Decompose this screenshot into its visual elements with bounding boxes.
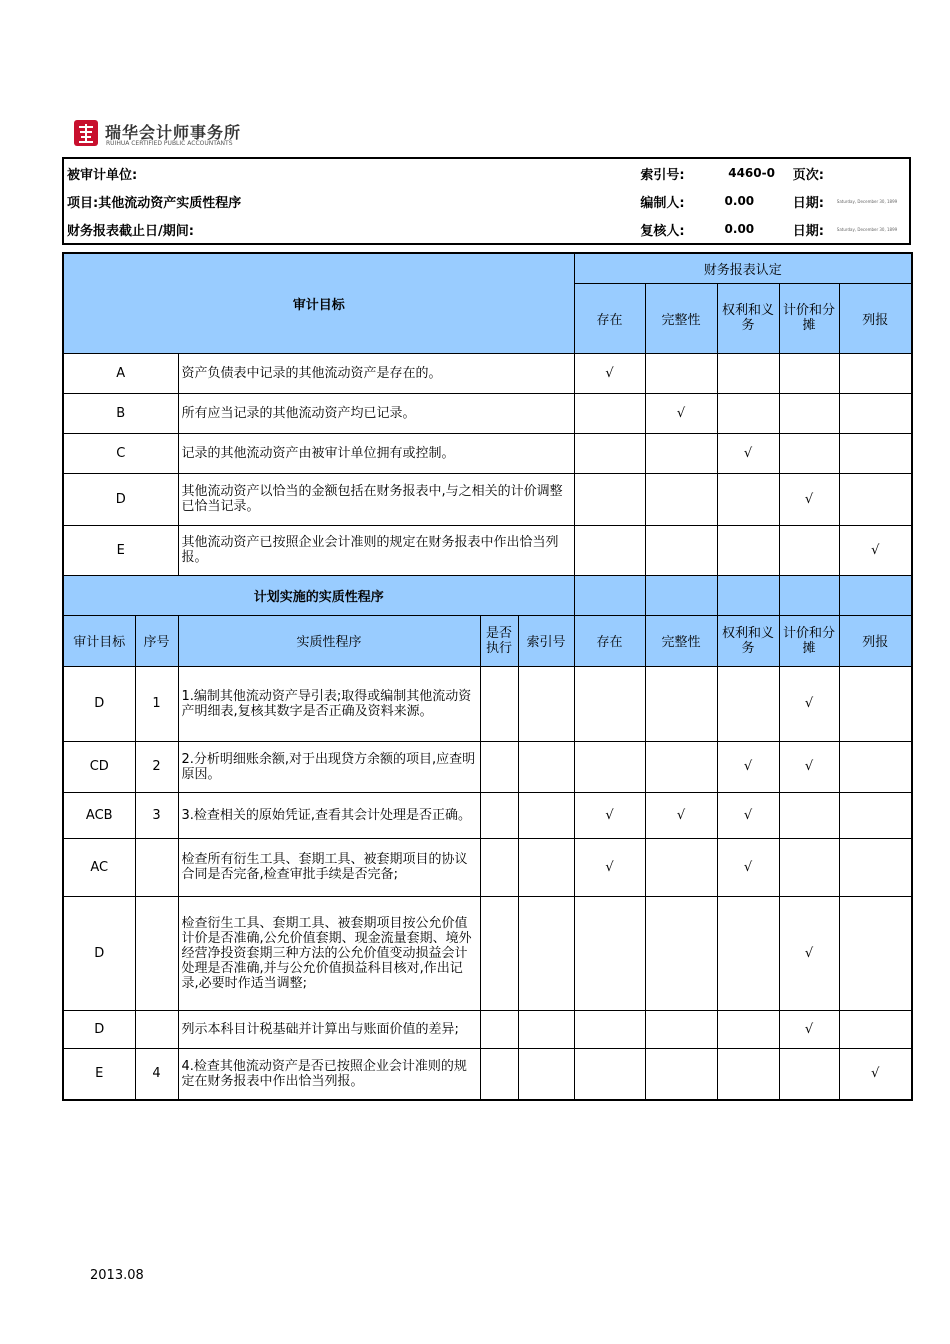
procedure-row <box>63 896 912 1010</box>
procedure-text: 检查衍生工具、套期工具、被套期项目按公允价值计价是否准确,公允价值套期、现金流量套期、境外经营净投资套期三种方法的公允价值变动损益会计处理是否准确,并与公允价值损益科目核对,作出记录,必要时作适当调整; <box>178 896 480 1010</box>
check-rights <box>717 525 779 575</box>
blank-header-cell <box>645 575 717 615</box>
procedures-header-row <box>63 615 912 666</box>
index-value: 4460-0 <box>728 166 775 180</box>
check-valuation <box>779 525 839 575</box>
check-rights <box>717 1010 779 1048</box>
check-completeness: √ <box>645 393 717 433</box>
col-executed: 是否执行 <box>480 615 518 666</box>
check-rights <box>717 666 779 741</box>
procedure-objective: AC <box>63 838 135 896</box>
check-rights <box>717 473 779 525</box>
procedure-executed[interactable] <box>480 792 518 838</box>
check-rights <box>717 896 779 1010</box>
check-valuation: √ <box>779 473 839 525</box>
check-completeness <box>645 433 717 473</box>
col-assertion-completeness: 完整性 <box>645 615 717 666</box>
assertion-completeness: 完整性 <box>645 283 717 353</box>
objective-text: 记录的其他流动资产由被审计单位拥有或控制。 <box>178 433 574 473</box>
check-existence <box>574 1048 645 1100</box>
check-existence <box>574 525 645 575</box>
check-presentation <box>839 393 912 433</box>
firm-name-cn: 瑞华会计师事务所 <box>105 123 242 142</box>
procedure-objective: D <box>63 1010 135 1048</box>
check-valuation: √ <box>779 896 839 1010</box>
check-existence: √ <box>574 792 645 838</box>
col-objective: 审计目标 <box>63 615 135 666</box>
col-seq: 序号 <box>135 615 178 666</box>
check-completeness <box>645 473 717 525</box>
col-procedure: 实质性程序 <box>178 615 480 666</box>
procedure-index[interactable] <box>518 1010 574 1048</box>
check-presentation: √ <box>839 1048 912 1100</box>
header-row-1 <box>63 158 910 187</box>
reviewer-label: 复核人: <box>640 223 685 239</box>
procedure-executed[interactable] <box>480 1010 518 1048</box>
objective-row <box>63 353 912 393</box>
check-rights: √ <box>717 792 779 838</box>
auditee-label: 被审计单位: <box>67 167 138 183</box>
page-label: 页次: <box>792 167 824 183</box>
check-presentation <box>839 473 912 525</box>
preparer-label: 编制人: <box>640 195 685 211</box>
check-rights: √ <box>717 838 779 896</box>
check-existence <box>574 433 645 473</box>
check-presentation <box>839 433 912 473</box>
check-presentation <box>839 741 912 792</box>
procedure-index[interactable] <box>518 1048 574 1100</box>
procedure-row <box>63 1010 912 1048</box>
objective-row <box>63 433 912 473</box>
procedure-objective: D <box>63 896 135 1010</box>
date1-value: Saturday, December 30, 1899 <box>836 198 898 204</box>
objective-code: B <box>63 393 178 433</box>
blank-header-cell <box>839 575 912 615</box>
header-info-table <box>62 157 911 245</box>
check-valuation <box>779 792 839 838</box>
check-valuation <box>779 353 839 393</box>
procedures-title-row <box>63 575 912 615</box>
procedure-seq: 4 <box>135 1048 178 1100</box>
objective-text: 其他流动资产以恰当的金额包括在财务报表中,与之相关的计价调整已恰当记录。 <box>178 473 574 525</box>
check-existence <box>574 896 645 1010</box>
col-assertion-rights: 权利和义务 <box>717 615 779 666</box>
objective-code: D <box>63 473 178 525</box>
check-existence <box>574 473 645 525</box>
check-rights: √ <box>717 741 779 792</box>
procedure-executed[interactable] <box>480 1048 518 1100</box>
assertion-valuation: 计价和分摊 <box>779 283 839 353</box>
header-row-2 <box>63 187 910 215</box>
procedure-objective: ACB <box>63 792 135 838</box>
check-presentation <box>839 896 912 1010</box>
check-completeness <box>645 525 717 575</box>
procedure-row <box>63 792 912 838</box>
check-presentation <box>839 353 912 393</box>
procedure-text: 4.检查其他流动资产是否已按照企业会计准则的规定在财务报表中作出恰当列报。 <box>178 1048 480 1100</box>
objective-code: E <box>63 525 178 575</box>
check-rights <box>717 393 779 433</box>
procedure-executed[interactable] <box>480 896 518 1010</box>
procedure-index[interactable] <box>518 666 574 741</box>
procedure-seq <box>135 1010 178 1048</box>
check-existence: √ <box>574 353 645 393</box>
check-valuation <box>779 433 839 473</box>
procedure-executed[interactable] <box>480 666 518 741</box>
objectives-header-row <box>63 253 912 283</box>
col-assertion-presentation: 列报 <box>839 615 912 666</box>
project-title: 项目:其他流动资产实质性程序 <box>67 195 242 211</box>
procedure-row <box>63 1048 912 1100</box>
procedure-objective: D <box>63 666 135 741</box>
procedure-objective: CD <box>63 741 135 792</box>
objective-code: C <box>63 433 178 473</box>
page-value <box>837 158 910 187</box>
check-presentation <box>839 666 912 741</box>
procedure-text: 列示本科目计税基础并计算出与账面价值的差异; <box>178 1010 480 1048</box>
objective-text: 其他流动资产已按照企业会计准则的规定在财务报表中作出恰当列报。 <box>178 525 574 575</box>
date2-value: Saturday, December 30, 1899 <box>836 226 898 232</box>
objective-text: 所有应当记录的其他流动资产均已记录。 <box>178 393 574 433</box>
check-existence <box>574 741 645 792</box>
procedure-row <box>63 838 912 896</box>
check-valuation: √ <box>779 1010 839 1048</box>
blank-header-cell <box>779 575 839 615</box>
procedure-seq <box>135 896 178 1010</box>
objective-text: 资产负债表中记录的其他流动资产是存在的。 <box>178 353 574 393</box>
check-completeness <box>645 896 717 1010</box>
check-rights <box>717 1048 779 1100</box>
check-presentation <box>839 792 912 838</box>
date1-label: 日期: <box>792 195 824 211</box>
procedure-seq <box>135 838 178 896</box>
check-rights: √ <box>717 433 779 473</box>
check-valuation: √ <box>779 666 839 741</box>
check-valuation <box>779 393 839 433</box>
firm-emblem-icon <box>72 118 100 148</box>
version-footer: 2013.08 <box>90 1268 144 1283</box>
assertion-rights: 权利和义务 <box>717 283 779 353</box>
col-assertion-valuation: 计价和分摊 <box>779 615 839 666</box>
check-presentation: √ <box>839 525 912 575</box>
index-label: 索引号: <box>640 167 685 183</box>
assertion-existence: 存在 <box>574 283 645 353</box>
check-completeness <box>645 666 717 741</box>
check-completeness: √ <box>645 792 717 838</box>
objectives-section-title: 审计目标 <box>63 253 574 353</box>
check-existence <box>574 393 645 433</box>
firm-name-en: RUIHUA CERTIFIED PUBLIC ACCOUNTANTS <box>106 140 233 147</box>
procedure-text: 检查所有衍生工具、套期工具、被套期项目的协议合同是否完备,检查审批手续是否完备; <box>178 838 480 896</box>
date2-label: 日期: <box>792 223 824 239</box>
procedure-objective: E <box>63 1048 135 1100</box>
blank-header-cell <box>717 575 779 615</box>
header-row-3 <box>63 215 910 244</box>
audit-program-table <box>62 252 913 1101</box>
reviewer-value: 0.00 <box>724 222 755 236</box>
procedure-text: 3.检查相关的原始凭证,查看其会计处理是否正确。 <box>178 792 480 838</box>
objective-row <box>63 393 912 433</box>
check-completeness <box>645 1048 717 1100</box>
procedure-seq: 1 <box>135 666 178 741</box>
check-valuation: √ <box>779 741 839 792</box>
procedure-seq: 3 <box>135 792 178 838</box>
procedures-section-title: 计划实施的实质性程序 <box>63 575 574 615</box>
objective-code: A <box>63 353 178 393</box>
procedure-executed[interactable] <box>480 838 518 896</box>
objective-row <box>63 525 912 575</box>
check-presentation <box>839 1010 912 1048</box>
procedure-text: 2.分析明细账余额,对于出现贷方余额的项目,应查明原因。 <box>178 741 480 792</box>
check-valuation <box>779 838 839 896</box>
procedure-index[interactable] <box>518 896 574 1010</box>
check-existence <box>574 666 645 741</box>
blank-header-cell <box>574 575 645 615</box>
check-completeness <box>645 353 717 393</box>
col-index: 索引号 <box>518 615 574 666</box>
check-rights <box>717 353 779 393</box>
procedure-index[interactable] <box>518 792 574 838</box>
objective-row <box>63 473 912 525</box>
preparer-value: 0.00 <box>724 194 755 208</box>
procedure-index[interactable] <box>518 741 574 792</box>
assertion-group-header: 财务报表认定 <box>574 253 912 283</box>
procedure-row <box>63 741 912 792</box>
check-completeness <box>645 838 717 896</box>
check-valuation <box>779 1048 839 1100</box>
procedure-text: 1.编制其他流动资产导引表;取得或编制其他流动资产明细表,复核其数字是否正确及资料来源。 <box>178 666 480 741</box>
assertion-presentation: 列报 <box>839 283 912 353</box>
check-existence <box>574 1010 645 1048</box>
procedure-index[interactable] <box>518 838 574 896</box>
procedure-seq: 2 <box>135 741 178 792</box>
col-assertion-existence: 存在 <box>574 615 645 666</box>
check-completeness <box>645 1010 717 1048</box>
period-label: 财务报表截止日/期间: <box>67 223 194 239</box>
check-existence: √ <box>574 838 645 896</box>
procedure-row <box>63 666 912 741</box>
check-presentation <box>839 838 912 896</box>
procedure-executed[interactable] <box>480 741 518 792</box>
check-completeness <box>645 741 717 792</box>
